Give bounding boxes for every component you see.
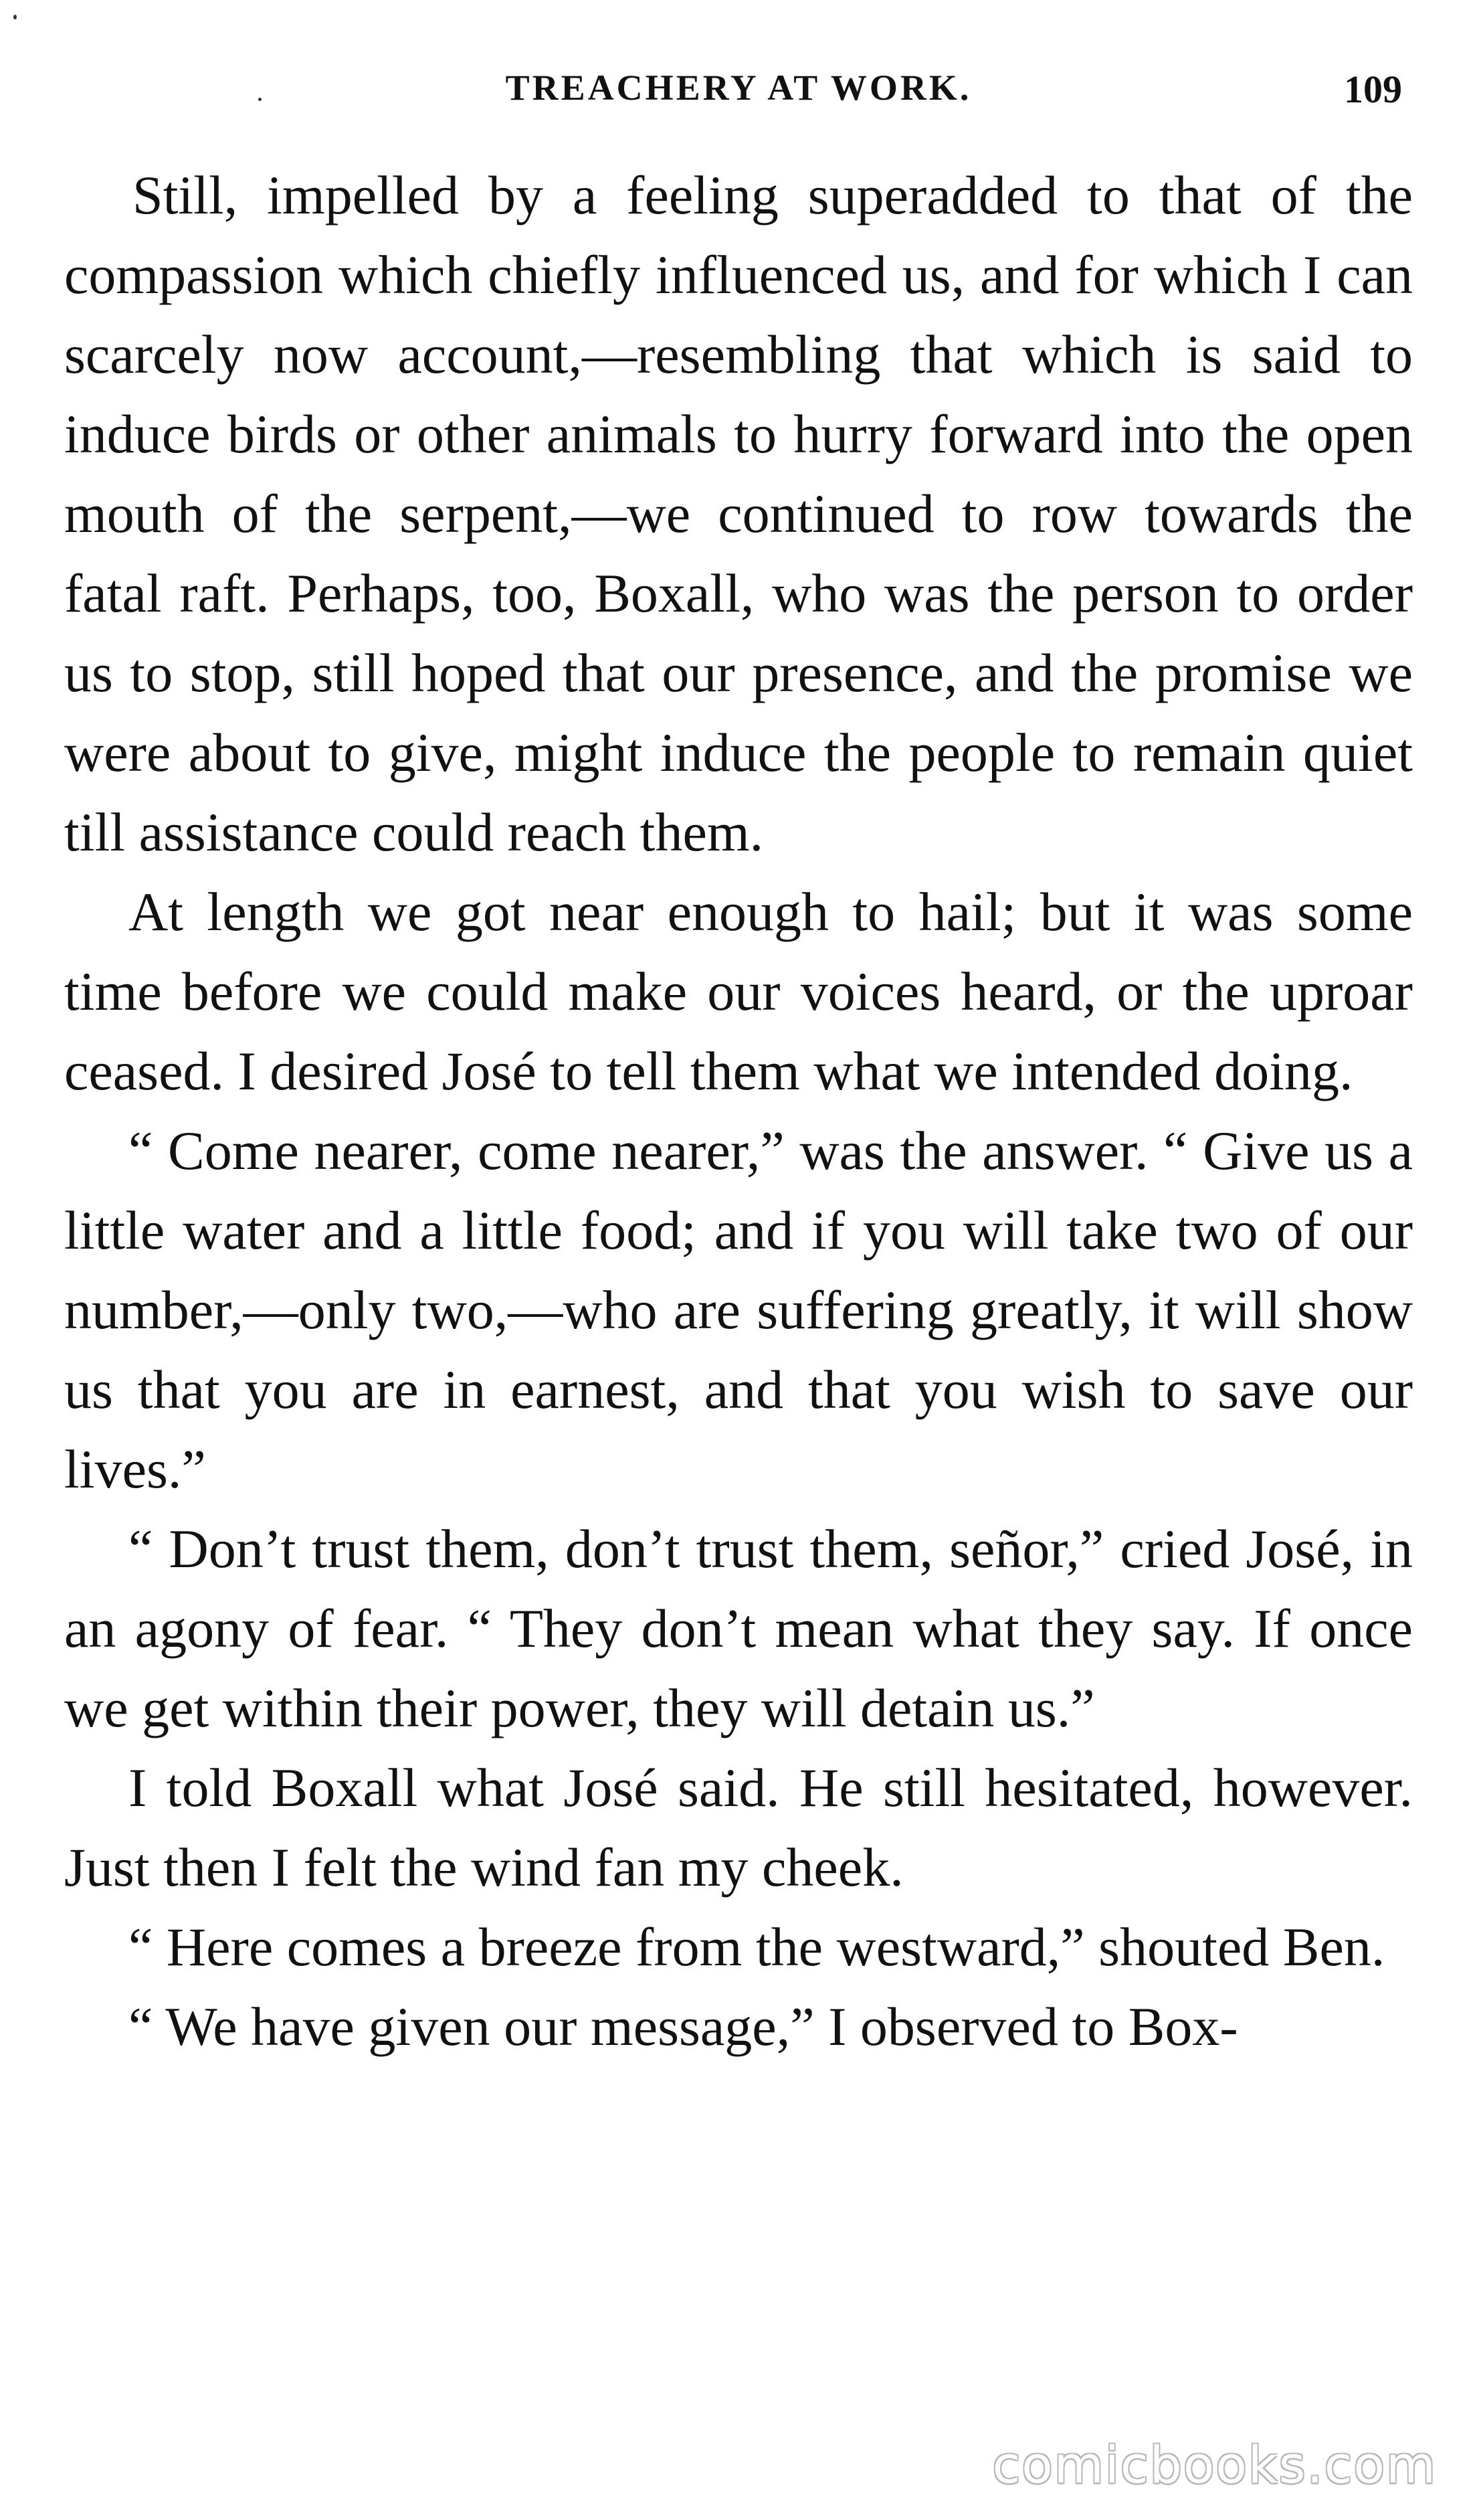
print-speck: [13, 15, 17, 19]
paragraph: Still, impelled by a feeling superadded to that of the compassion which chiefly influenced us, and for which I can scarcely now account,—resembling that which is said to induce birds or other animals to hurry forward into the open mouth of the serpent,—we continued to row towards the fatal raft. Perhaps, too, Boxall, who was the person to order us to stop, still hoped that our presence, and the promise we were about to give, might induce the people to remain quiet till assistance could reach them.: [64, 165, 1413, 863]
paragraph: “ Don’t trust them, don’t trust them, señor,” cried José, in an agony of fear. “ They don’t mean what they say. If once we get within their power, they will detain us.”: [64, 1518, 1413, 1738]
paragraph: “ Come nearer, come nearer,” was the answer. “ Give us a little water and a little food; and if you will take two of our number,—only two,—who are suffering greatly, it will show us that you are in earnest, and that you wish to save our lives.”: [64, 1120, 1413, 1500]
paragraph: I told Boxall what José said. He still hesitated, however. Just then I felt the wind fan my cheek.: [64, 1757, 1413, 1898]
paragraph: “ Here comes a breeze from the westward,” shouted Ben.: [128, 1916, 1385, 1977]
page-number: 109: [1344, 68, 1402, 111]
watermark: comicbooks.com: [992, 2435, 1437, 2495]
running-title: TREACHERY AT WORK.: [505, 68, 972, 108]
paragraph: At length we got near enough to hail; but it was some time before we could make our voices heard, or the uproar ceased. I desired José to tell them what we intended doing.: [64, 881, 1413, 1101]
page-header: [64, 67, 1413, 114]
body-text: [64, 155, 1413, 2066]
paragraph: “ We have given our message,” I observed to Box-: [128, 1996, 1238, 2057]
